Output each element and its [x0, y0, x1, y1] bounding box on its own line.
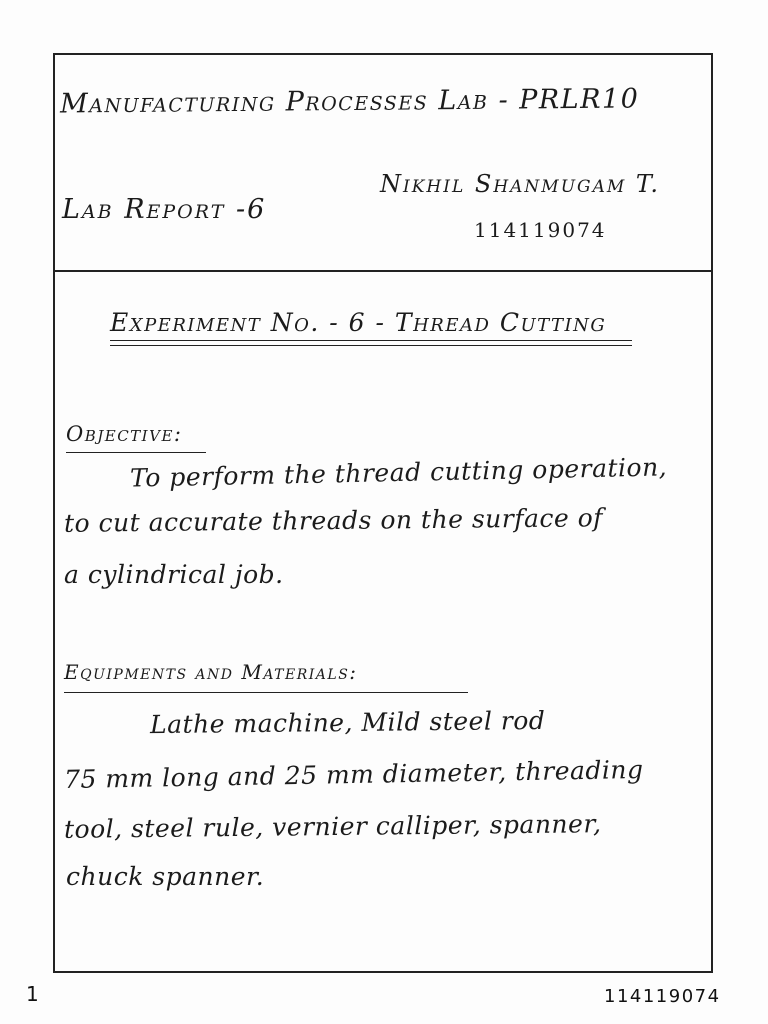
equipments-line: 75 mm long and 25 mm diameter, threading — [63, 754, 644, 795]
header-divider — [53, 270, 713, 272]
course-title: Manufacturing Processes Lab - PRLR10 — [59, 83, 640, 120]
experiment-title: Experiment No. - 6 - Thread Cutting — [110, 308, 607, 337]
equipments-line: tool, steel rule, vernier calliper, spanner, — [63, 809, 602, 844]
equipments-line: Lathe machine, Mild steel rod — [149, 705, 546, 740]
equipments-line: chuck spanner. — [66, 862, 265, 891]
objective-heading-underline — [66, 452, 206, 453]
footer-roll-number: 114119074 — [604, 986, 721, 1007]
equipments-heading: Equipments and Materials: — [64, 660, 358, 684]
student-name: Nikhil Shanmugam T. — [380, 170, 661, 198]
student-roll-number: 114119074 — [474, 218, 607, 242]
objective-heading: Objective: — [66, 422, 183, 446]
objective-line: To perform the thread cutting operation, — [129, 452, 668, 493]
objective-line: a cylindrical job. — [64, 560, 284, 589]
experiment-title-underline — [110, 340, 632, 341]
equipments-heading-underline — [64, 692, 468, 693]
page-number: 1 — [26, 982, 39, 1006]
experiment-title-underline — [110, 345, 632, 346]
objective-line: to cut accurate threads on the surface of — [63, 503, 604, 538]
lab-report-label: Lab Report -6 — [62, 194, 267, 225]
